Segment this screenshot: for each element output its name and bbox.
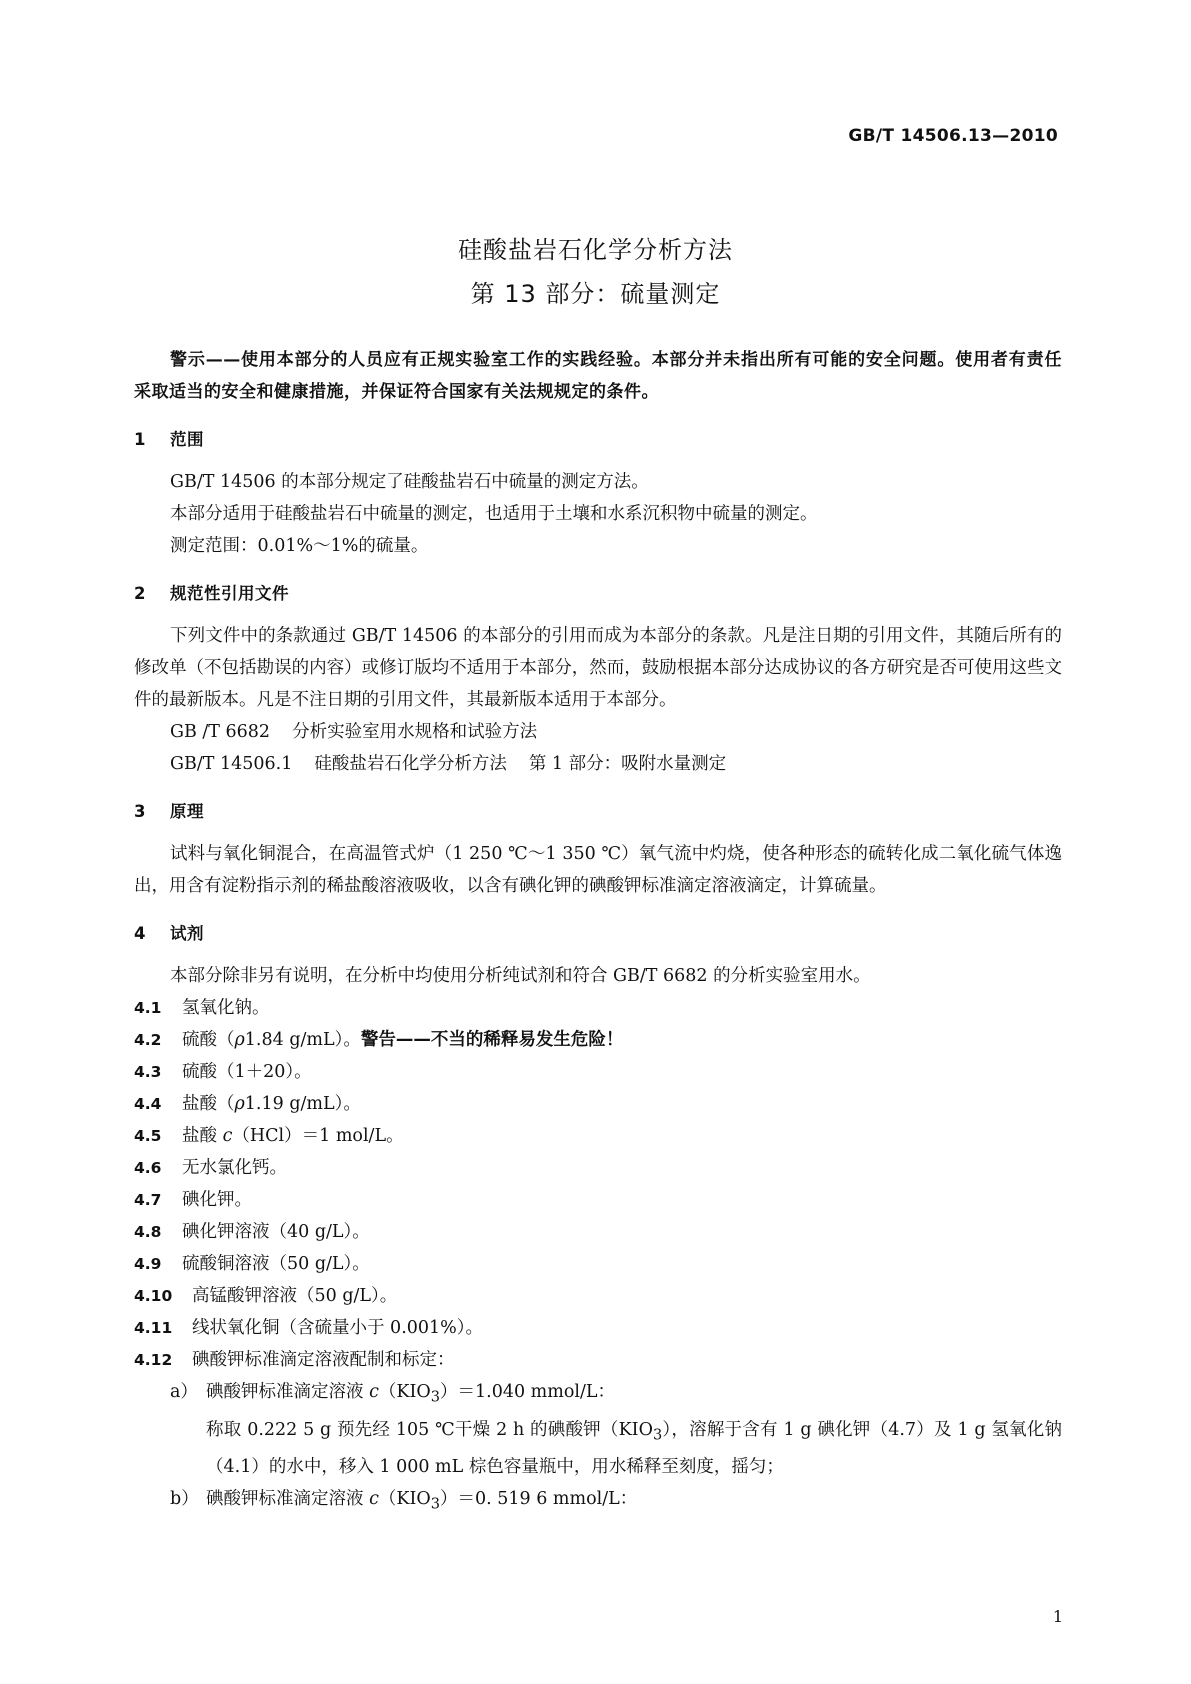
reagent-item: [134, 1312, 1062, 1344]
item-number: 4.2: [134, 1031, 162, 1049]
document-subtitle: 第 13 部分：硫量测定: [470, 280, 721, 308]
item-number: 4.12: [134, 1351, 173, 1369]
sub-item-text: 碘酸钾标准滴定溶液: [206, 1382, 370, 1402]
section-number: 3: [134, 802, 146, 821]
section-number: 4: [134, 924, 146, 943]
subscript: 3: [430, 1495, 440, 1513]
document-body: [134, 344, 1062, 1521]
sub-item-text: ），溶解于含有 1 g 碘化钾（4.7）及 1 g 氢氧化钠（4.1）的水中，移入 1 000 mL 棕色容量瓶中，用水稀释至刻度，摇匀；: [206, 1419, 1062, 1477]
paragraph: 试料与氧化铜混合，在高温管式炉（1 250 ℃～1 350 ℃）氧气流中灼烧，使各种形态的硫转化成二氧化硫气体逸出，用含有淀粉指示剂的稀盐酸溶液吸收，以含有碘化钾的碘酸钾标准滴定溶液滴定，计算硫量。: [134, 844, 1062, 896]
reagent-item: [134, 992, 1062, 1024]
item-number: 4.4: [134, 1095, 162, 1113]
paragraph: 本部分适用于硅酸盐岩石中硫量的测定，也适用于土壤和水系沉积物中硫量的测定。: [170, 504, 818, 524]
section-title: 范围: [170, 430, 204, 449]
paragraph: 测定范围：0.01%～1%的硫量。: [170, 536, 429, 556]
subscript: 3: [430, 1388, 440, 1406]
section-heading-reagents: [134, 918, 1062, 950]
item-text: 盐酸: [182, 1126, 223, 1146]
sub-item-letter: b）: [170, 1489, 199, 1509]
item-number: 4.8: [134, 1223, 162, 1241]
sub-item-text: （KIO: [378, 1382, 431, 1402]
section-heading-normative-references: [134, 578, 1062, 610]
safety-warning: 警示——使用本部分的人员应有正规实验室工作的实践经验。本部分并未指出所有可能的安全问题。使用者有责任采取适当的安全和健康措施，并保证符合国家有关法规规定的条件。: [134, 350, 1062, 402]
item-text: （HCl）＝1 mol/L。: [232, 1126, 404, 1146]
reagent-item: [134, 1344, 1062, 1376]
item-number: 4.11: [134, 1319, 173, 1337]
sub-item-text: ）＝1.040 mmol/L：: [440, 1382, 615, 1402]
item-text: 碘化钾。: [182, 1190, 252, 1210]
subscript: 3: [652, 1426, 663, 1443]
item-warning: 警告——不当的稀释易发生危险！: [360, 1030, 624, 1050]
item-number: 4.9: [134, 1255, 162, 1273]
paragraph: 下列文件中的条款通过 GB/T 14506 的本部分的引用而成为本部分的条款。凡是注日期的引用文件，其随后所有的修改单（不包括勘误的内容）或修订版均不适用于本部分，然而，鼓励根据本部分达成协议的各方研究是否可使用这些文件的最新版本。凡是不注日期的引用文件，其最新版本适用于本部分。: [134, 626, 1062, 710]
rho-symbol: ρ: [234, 1094, 245, 1114]
concentration-symbol: c: [222, 1126, 233, 1146]
item-text: 线状氧化铜（含硫量小于 0.001%）。: [192, 1318, 484, 1338]
item-text: 盐酸（: [182, 1094, 235, 1114]
item-number: 4.3: [134, 1063, 162, 1081]
reference-part: 第 1 部分：吸附水量测定: [528, 754, 727, 774]
standard-code: GB/T 14506.13—2010: [848, 126, 1058, 146]
reference-title: 硅酸盐岩石化学分析方法: [314, 754, 507, 774]
sub-item-b: [134, 1483, 1062, 1521]
item-text: 硫酸（1＋20）。: [182, 1062, 312, 1082]
reagent-item: [134, 1184, 1062, 1216]
item-text: 氢氧化钠。: [182, 998, 270, 1018]
item-number: 4.5: [134, 1127, 162, 1145]
reagent-item: [134, 1248, 1062, 1280]
reagent-item: [134, 1024, 1062, 1056]
sub-item-text: ）＝0. 519 6 mmol/L：: [440, 1489, 638, 1509]
section-title: 规范性引用文件: [170, 584, 289, 603]
item-number: 4.7: [134, 1191, 162, 1209]
item-number: 4.10: [134, 1287, 173, 1305]
item-text: 1.19 g/mL）。: [244, 1094, 361, 1114]
sub-item-text: （KIO: [378, 1489, 431, 1509]
item-text: 1.84 g/mL）。: [244, 1030, 361, 1050]
reagent-item: [134, 1152, 1062, 1184]
document-title: 硅酸盐岩石化学分析方法: [458, 236, 733, 264]
item-number: 4.1: [134, 999, 162, 1017]
reagent-item: [134, 1056, 1062, 1088]
paragraph: GB/T 14506 的本部分规定了硅酸盐岩石中硫量的测定方法。: [170, 472, 649, 492]
reagent-item: [134, 1216, 1062, 1248]
item-text: 碘酸钾标准滴定溶液配制和标定：: [192, 1350, 455, 1370]
page-number: 1: [1052, 1607, 1063, 1626]
item-number: 4.6: [134, 1159, 162, 1177]
sub-item-text: 碘酸钾标准滴定溶液: [206, 1489, 370, 1509]
reagent-item: [134, 1120, 1062, 1152]
reference-item: [134, 716, 1062, 748]
section-title: 原理: [170, 802, 204, 821]
item-text: 硫酸（: [182, 1030, 235, 1050]
reagent-item: [134, 1088, 1062, 1120]
reagent-item: [134, 1280, 1062, 1312]
item-text: 碘化钾溶液（40 g/L）。: [182, 1222, 370, 1242]
reference-code: GB /T 6682: [170, 722, 271, 742]
section-number: 1: [134, 430, 146, 449]
reference-title: 分析实验室用水规格和试验方法: [292, 722, 538, 742]
sub-item-text: 称取 0.222 5 g 预先经 105 ℃干燥 2 h 的碘酸钾（KIO: [206, 1419, 653, 1440]
item-text: 高锰酸钾溶液（50 g/L）。: [192, 1286, 398, 1306]
section-heading-principle: [134, 796, 1062, 828]
sub-item-a: [134, 1376, 1062, 1414]
section-title: 试剂: [170, 924, 204, 943]
rho-symbol: ρ: [234, 1030, 245, 1050]
concentration-symbol: c: [369, 1489, 379, 1509]
section-heading-scope: [134, 424, 1062, 456]
reference-code: GB/T 14506.1: [170, 754, 293, 774]
sub-item-letter: a）: [170, 1382, 198, 1402]
reference-item: [134, 748, 1062, 780]
section-number: 2: [134, 584, 146, 603]
sub-item-a-body: [134, 1414, 1062, 1484]
item-text: 硫酸铜溶液（50 g/L）。: [182, 1254, 370, 1274]
paragraph: 本部分除非另有说明，在分析中均使用分析纯试剂和符合 GB/T 6682 的分析实验室用水。: [170, 966, 871, 986]
concentration-symbol: c: [369, 1382, 379, 1402]
item-text: 无水氯化钙。: [182, 1158, 287, 1178]
